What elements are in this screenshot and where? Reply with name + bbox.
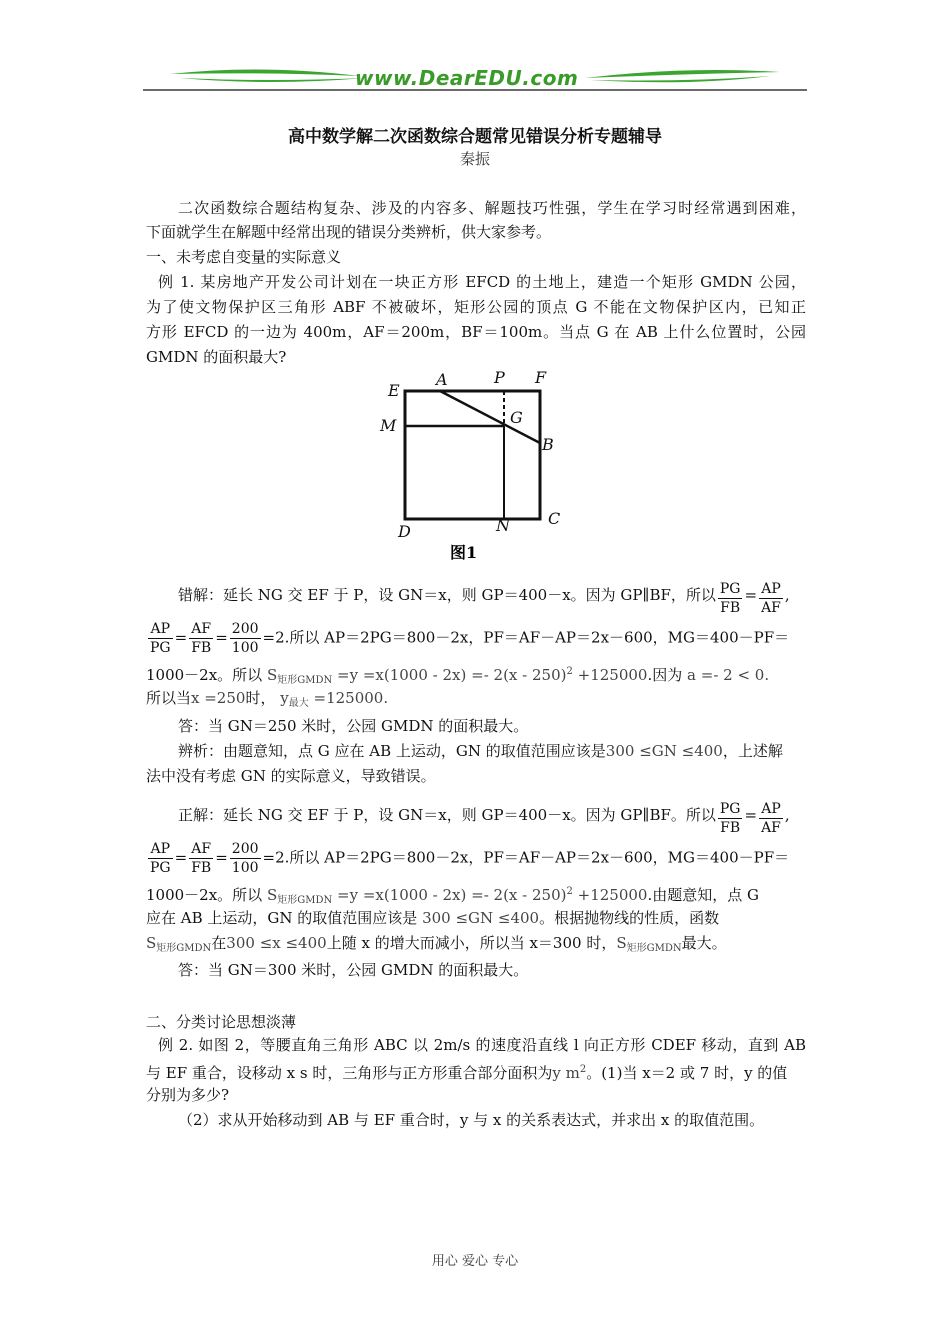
example1-line-3: 方形 EFCD 的一边为 400m，AF＝200m，BF＝100m。当点 G 在 AB 上什么位置时，公园 (146, 323, 806, 341)
site-logo: www.DearEDU.com (355, 66, 579, 90)
label-f: F (535, 368, 547, 387)
wrong-answer: 答：当 GN＝250 米时，公园 GMDN 的面积最大。 (178, 717, 529, 735)
label-p: P (494, 368, 505, 387)
correct-line-4: 应在 AB 上运动，GN 的取值范围应该是 300 ≤GN ≤400。根据抛物线的性质，函数 (146, 909, 720, 927)
label-c: C (548, 509, 561, 528)
wrong-line-2: $\frac{AP}{PG}$ = $\frac{AF}{FB}$ = $\frac{200}{100}$ =2.所以 AP＝2PG＝800－2x，PF＝AF－AP＝2x－600，MG＝400－PF＝ (150, 621, 790, 656)
right-swoosh-tail (590, 76, 770, 82)
example1-line-2: 为了使文物保护区三角形 ABF 不被破坏，矩形公园的顶点 G 不能在文物保护区内，已知正 (146, 298, 806, 316)
label-g: G (510, 408, 523, 427)
author: 秦振 (459, 150, 490, 168)
correct-line-1: 正解：延长 NG 交 EF 于 P，设 GN＝x，则 GP＝400－x。因为 GP∥BF。所以 $\frac{PG}{FB}$ = $\frac{AP}{AF}$ , (178, 801, 790, 836)
correct-line-3: 1000－2x。所以 $S_{矩形GMDN} =y =x(1000 - 2x) =- 2(x - 250)^2 +125000$.由题意知，点 G (146, 886, 760, 906)
left-swoosh-tail (180, 78, 365, 82)
label-b: B (542, 435, 554, 454)
label-e: E (388, 381, 400, 400)
analysis-line-1: 辨析：由题意知，点 G 应在 AB 上运动，GN 的取值范围应该是300 ≤GN ≤400，上述解 (178, 742, 783, 760)
page-title: 高中数学解二次函数综合题常见错误分析专题辅导 (288, 127, 662, 147)
figure-1 (370, 368, 580, 568)
correct-line-5: $S_{矩形GMDN}$在300 ≤x ≤400上随 x 的增大而减小，所以当 x＝300 时，$S_{矩形GMDN}$最大。 (146, 934, 727, 954)
example2-line-2: 与 EF 重合，设移动 x s 时，三角形与正方形重合部分面积为y $m^2$。(1)当 x＝2 或 7 时，y 的值 (146, 1064, 788, 1082)
label-d: D (398, 522, 411, 541)
intro-line-2: 下面就学生在解题中经常出现的错误分类辨析，供大家参考。 (146, 223, 552, 241)
label-m: M (380, 416, 397, 435)
figure-caption: 图1 (450, 543, 478, 562)
label-n: N (496, 516, 510, 535)
correct-line-2: $\frac{AP}{PG}$ = $\frac{AF}{FB}$ = $\frac{200}{100}$ =2.所以 AP＝2PG＝800－2x，PF＝AF－AP＝2x－600，MG＝400－PF＝ (150, 841, 790, 876)
example1-line-1: 例 1. 某房地产开发公司计划在一块正方形 EFCD 的土地上，建造一个矩形 GMDN 公园， (158, 273, 806, 291)
wrong-line-4: 所以当x =250时， $y_{最大} =125000$. (146, 689, 389, 709)
segment-ab (440, 391, 540, 443)
wrong-line-1: 错解：延长 NG 交 EF 于 P，设 GN＝x，则 GP＝400－x。因为 GP∥BF，所以 $\frac{PG}{FB}$ = $\frac{AP}{AF}$ , (178, 581, 790, 616)
wrong-line-3: 1000－2x。所以 $S_{矩形GMDN} =y =x(1000 - 2x) =- 2(x - 250)^2 +125000$.因为 a =- 2 < 0. (146, 666, 770, 686)
example2-line-1: 例 2. 如图 2，等腰直角三角形 ABC 以 2m/s 的速度沿直线 l 向正方形 CDEF 移动，直到 AB (158, 1036, 806, 1054)
correct-answer: 答：当 GN＝300 米时，公园 GMDN 的面积最大。 (178, 961, 529, 979)
example2-line-4: （2）求从开始移动到 AB 与 EF 重合时，y 与 x 的关系表达式，并求出 x 的取值范围。 (178, 1111, 765, 1129)
intro-line-1: 二次函数综合题结构复杂、涉及的内容多、解题技巧性强，学生在学习时经常遇到困难， (178, 199, 806, 217)
right-swoosh (585, 70, 780, 78)
label-a: A (436, 370, 448, 389)
left-swoosh (170, 69, 360, 76)
analysis-line-2: 法中没有考虑 GN 的实际意义，导致错误。 (146, 767, 436, 785)
example1-line-4: GMDN 的面积最大? (146, 348, 287, 366)
section1-heading: 一、未考虑自变量的实际意义 (146, 248, 342, 266)
page-footer: 用心 爱心 专心 (431, 1254, 519, 1269)
section2-heading: 二、分类讨论思想淡薄 (146, 1013, 297, 1031)
example2-line-3: 分别为多少? (146, 1086, 230, 1104)
